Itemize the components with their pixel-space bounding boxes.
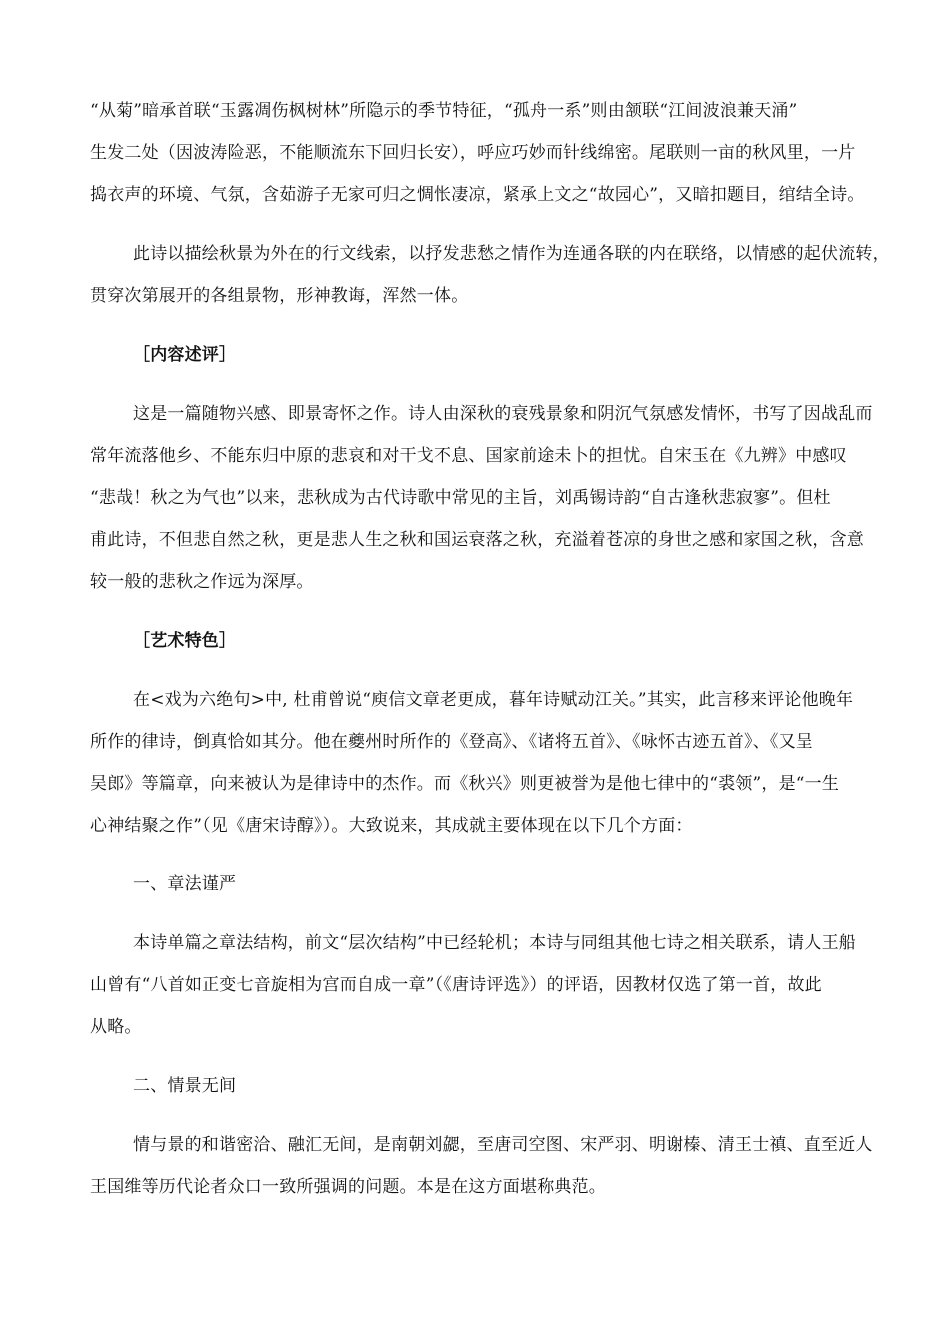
paragraph-1-line-1: “从菊”暗承首联“玉露凋伤枫树林”所隐示的季节特征，“孤舟一系”则由颔联“江间波浪兼天涌” [90,101,798,121]
paragraph-3-line-2: 常年流落他乡、不能东归中原的悲哀和对干戈不息、国家前途未卜的担忧。自宋玉在《九辨》中感叹 [90,446,847,466]
paragraph-3-line-4: 甫此诗，不但悲自然之秋，更是悲人生之秋和国运衰落之秋，充溢着苍凉的身世之感和家国之秋，含意 [90,530,864,550]
paragraph-5-line-2: 山曾有“八首如正变七音旋相为宫而自成一章”（《唐诗评选》）的评语，因教材仅选了第一首，故此 [90,975,822,995]
paragraph-6-line-1: 情与景的和谐密洽、融汇无间，是南朝刘勰，至唐司空图、宋严羽、明谢榛、清王士禛、直至近人 [133,1135,873,1155]
paragraph-4-line-4: 心神结聚之作”（见《唐宋诗醇》）。大致说来，其成就主要体现在以下几个方面： [90,816,693,836]
subheading-scene-emotion: 二、情景无间 [133,1076,237,1096]
paragraph-5-line-1: 本诗单篇之章法结构，前文“层次结构”中已经轮机；本诗与同组其他七诗之相关联系，请人王船 [133,933,856,953]
section-heading-artistic-features: ［艺术特色］ [133,631,237,651]
subheading-structure: 一、章法谨严 [133,874,237,894]
paragraph-5-line-3: 从略。 [90,1017,142,1037]
paragraph-3-line-5: 较一般的悲秋之作远为深厚。 [90,572,314,592]
paragraph-1-line-2: 生发二处（因波涛险恶，不能顺流东下回归长安），呼应巧妙而针线绵密。尾联则一亩的秋风里，一片 [90,143,856,163]
paragraph-4-line-1: 在<戏为六绝句>中, 杜甫曾说“庾信文章老更成，暮年诗赋动江关。”其实，此言移来评论他晚年 [133,690,854,710]
paragraph-2-line-2: 贯穿次第展开的各组景物，形神教诲，浑然一体。 [90,286,469,306]
paragraph-6-line-2: 王国维等历代论者众口一致所强调的问题。本是在这方面堪称典范。 [90,1177,606,1197]
paragraph-4-line-2: 所作的律诗，倒真恰如其分。他在夔州时所作的《登高》、《诸将五首》、《咏怀古迹五首》、《又呈 [90,732,813,752]
paragraph-2-line-1: 此诗以描绘秋景为外在的行文线索，以抒发悲愁之情作为连通各联的内在联络，以情感的起伏流转， [133,244,890,264]
section-heading-content-review: ［内容述评］ [133,345,237,365]
paragraph-1-line-3: 捣衣声的环境、气氛，含茹游子无家可归之惆怅凄凉，紧承上文之“故园心”，又暗扣题目，绾结全诗。 [90,185,865,205]
paragraph-3-line-1: 这是一篇随物兴感、即景寄怀之作。诗人由深秋的衰残景象和阴沉气氛感发情怀，书写了因战乱而 [133,404,873,424]
paragraph-3-line-3: “悲哉！秋之为气也”以来，悲秋成为古代诗歌中常见的主旨，刘禹锡诗韵“自古逢秋悲寂寥”。但杜 [90,488,831,508]
paragraph-4-line-3: 吴郎》等篇章，向来被认为是律诗中的杰作。而《秋兴》则更被誉为是他七律中的“裘领”，是“一生 [90,774,840,794]
